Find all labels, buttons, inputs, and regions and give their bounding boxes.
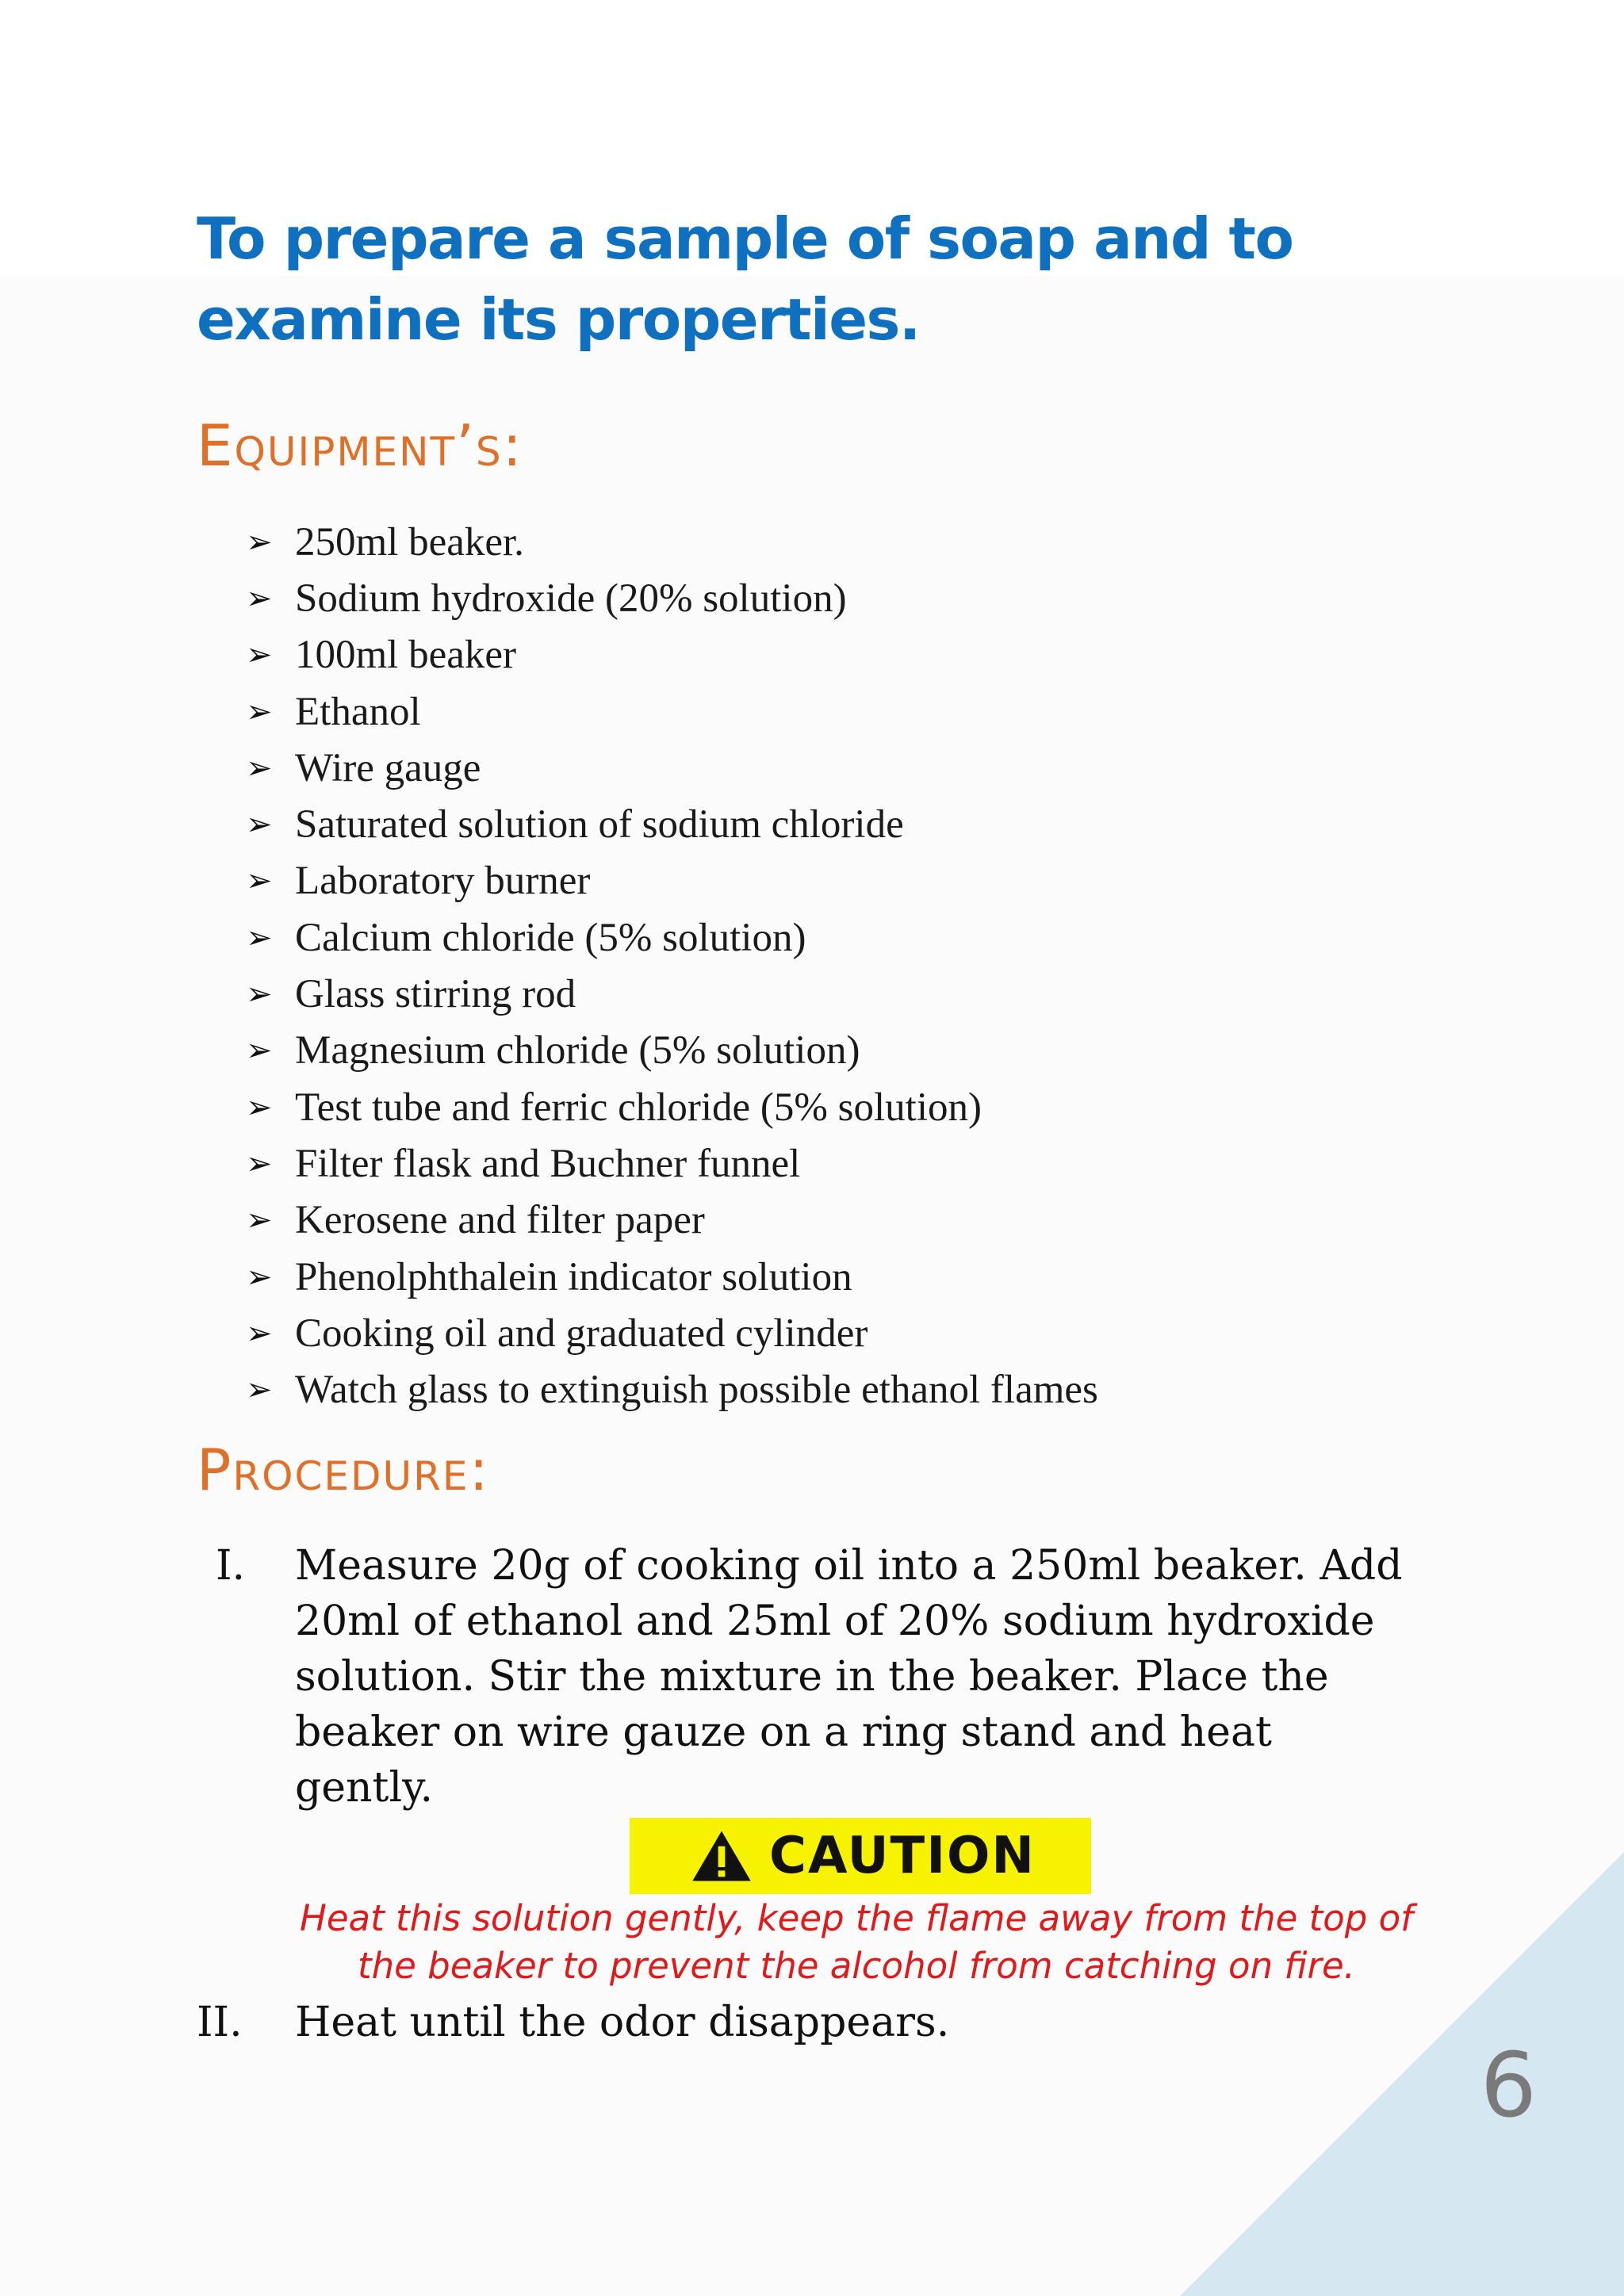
arrow-bullet-icon: ➢ [246,693,273,730]
list-item [246,1305,1098,1361]
arrow-bullet-icon: ➢ [246,919,273,956]
list-item-label: Glass stirring rod [295,972,576,1017]
list-item [246,1249,1098,1305]
page-title: To prepare a sample of soap and to examine its properties. [197,205,1293,353]
warning-triangle-icon [685,1828,758,1884]
list-item-label: Calcium chloride (5% solution) [295,915,806,960]
list-item-label: Kerosene and filter paper [295,1198,705,1243]
list-item-label: Phenolphthalein indicator solution [295,1254,852,1299]
list-item-label: Cooking oil and graduated cylinder [295,1311,868,1356]
list-item-label: Magnesium chloride (5% solution) [295,1028,860,1073]
arrow-bullet-icon: ➢ [246,1258,273,1295]
list-item [246,683,1098,740]
procedure-step [197,1538,1465,1816]
arrow-bullet-icon: ➢ [246,1032,273,1070]
step-text: Measure 20g of cooking oil into a 250ml beaker. Add 20ml of ethanol and 25ml of 20% sodium hydroxide solution. Stir the mixture in the beaker. Place the beaker on wire gauze on a ring stand and heat gently. [295,1542,1403,1812]
step-number: II. [197,1999,243,2046]
arrow-bullet-icon: ➢ [246,523,273,561]
list-item-label: Laboratory burner [295,859,591,904]
list-item [246,909,1098,966]
procedure-steps [197,1538,1465,1816]
arrow-bullet-icon: ➢ [246,1145,273,1182]
list-item [246,1023,1098,1079]
list-item-label: Test tube and ferric chloride (5% solution) [295,1085,982,1130]
list-item [246,1361,1098,1418]
procedure-step [197,1995,1465,2050]
list-item [246,514,1098,570]
arrow-bullet-icon: ➢ [246,749,273,786]
equipment-heading: Equipment’s: [197,412,523,479]
list-item-label: Wire gauge [295,745,481,790]
arrow-bullet-icon: ➢ [246,1089,273,1126]
list-item [246,740,1098,796]
list-item-label: Watch glass to extinguish possible ethanol flames [295,1368,1098,1413]
arrow-bullet-icon: ➢ [246,976,273,1013]
arrow-bullet-icon: ➢ [246,1372,273,1409]
list-item [246,853,1098,909]
list-item-label: Ethanol [295,689,421,734]
page-number: 6 [1480,2034,1537,2137]
arrow-bullet-icon: ➢ [246,806,273,844]
arrow-bullet-icon: ➢ [246,1314,273,1352]
list-item-label: Sodium hydroxide (20% solution) [295,576,847,621]
caution-label: CAUTION [769,1827,1036,1885]
step-text: Heat until the odor disappears. [295,1999,950,2046]
list-item [246,1135,1098,1192]
equipment-list [246,514,1098,1418]
list-item [246,1192,1098,1249]
step-number: I. [216,1542,246,1590]
list-item-label: 250ml beaker. [295,519,524,564]
arrow-bullet-icon: ➢ [246,580,273,617]
list-item-label: Saturated solution of sodium chloride [295,802,904,848]
arrow-bullet-icon: ➢ [246,863,273,900]
caution-badge [630,1818,1091,1894]
list-item [246,570,1098,626]
arrow-bullet-icon: ➢ [246,637,273,674]
arrow-bullet-icon: ➢ [246,1202,273,1239]
list-item [246,1079,1098,1135]
list-item [246,796,1098,852]
list-item [246,966,1098,1022]
list-item-label: 100ml beaker [295,633,516,678]
procedure-heading: Procedure: [197,1437,490,1503]
list-item-label: Filter flask and Buchner funnel [295,1141,801,1186]
caution-message: Heat this solution gently, keep the flame away from the top of the beaker to prevent the alcohol from catching on fire. [299,1897,1414,1987]
list-item [246,627,1098,683]
